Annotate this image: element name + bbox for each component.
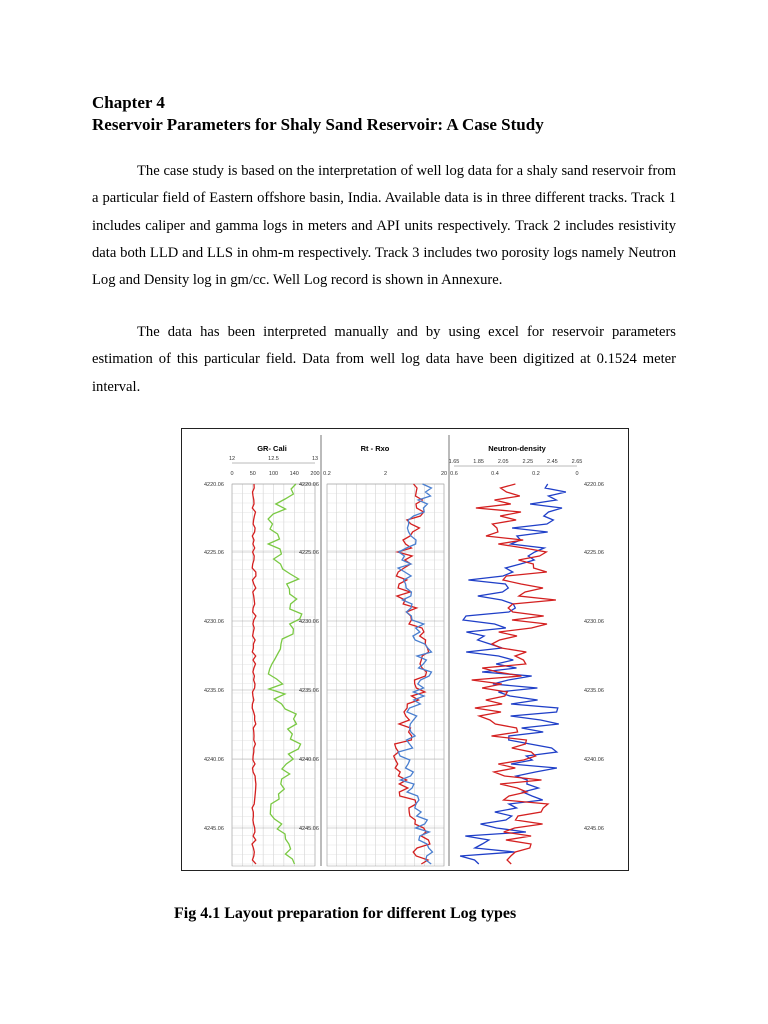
depth-label: 4235.06: [584, 688, 604, 694]
bottom-scale-label: 0: [230, 471, 234, 477]
paragraph-2: The data has been interpreted manually and by using excel for reservoir parameters estimation of this particular field. Data from well log data have been digitized at 0.1524 meter interval.: [92, 324, 676, 395]
bottom-scale-label: 20: [440, 471, 448, 477]
chapter-title: Reservoir Parameters for Shaly Sand Reservoir: A Case Study: [92, 115, 544, 134]
bottom-scale-label: 0: [575, 471, 579, 477]
paragraph-1: The case study is based on the interpretation of well log data for a shaly sand reservoir from a particular field of Eastern offshore basin, India. Available data is in three different tracks. Track 1 includes caliper and gamma logs in meters and API units respectively. Track 2 includes resistivity data both LLD and LLS in ohm-m respectively. Track 3 includes two porosity logs namely Neutron Log and Density log in gm/cc. Well Log record is shown in Annexure.: [92, 163, 676, 289]
bottom-scale-label: 2: [383, 471, 388, 477]
depth-label: 4225.06: [204, 550, 224, 556]
depth-label: 4240.06: [584, 757, 604, 763]
top-scale-label: 2.45: [547, 459, 558, 465]
top-scale-label: 2.05: [497, 459, 509, 465]
depth-label: 4245.06: [584, 826, 604, 832]
track-title: Rt - Rxo: [360, 444, 390, 453]
depth-label: 4225.06: [584, 550, 604, 556]
bottom-scale-label: 0.4: [491, 471, 499, 477]
top-scale-label: 1.65: [448, 459, 460, 465]
well-log-figure: [181, 428, 629, 871]
figure-caption: Fig 4.1 Layout preparation for different Log types: [174, 905, 517, 922]
depth-label: 4245.06: [204, 826, 224, 832]
top-scale-label: 2.25: [522, 459, 534, 465]
depth-label: 4240.06: [299, 757, 319, 763]
depth-label: 4220.06: [299, 482, 319, 488]
depth-label: 4230.06: [584, 619, 604, 625]
bottom-scale-label: 0.6: [450, 471, 458, 477]
bottom-scale-label: 100: [268, 471, 279, 477]
depth-label: 4230.06: [299, 619, 319, 625]
top-scale-label: 13: [311, 456, 319, 462]
top-scale-label: 1.85: [473, 459, 484, 465]
chapter-label: Chapter 4: [92, 93, 165, 112]
top-scale-label: 12: [228, 456, 236, 462]
top-scale-label: 2.65: [571, 459, 583, 465]
bottom-scale-label: 0.2: [323, 471, 331, 477]
bottom-scale-label: 140: [289, 471, 299, 477]
track-title: Neutron-density: [488, 444, 546, 453]
depth-label: 4235.06: [204, 688, 224, 694]
track-title: GR- Cali: [257, 444, 287, 453]
bottom-scale-label: 50: [249, 471, 256, 477]
top-scale-label: 12.5: [268, 456, 279, 462]
well-log-plot: [182, 429, 630, 872]
depth-label: 4240.06: [204, 757, 224, 763]
depth-label: 4245.06: [299, 826, 319, 832]
depth-label: 4225.06: [299, 550, 319, 556]
depth-label: 4220.06: [204, 482, 224, 488]
depth-label: 4220.06: [584, 482, 604, 488]
depth-label: 4230.06: [204, 619, 224, 625]
bottom-scale-label: 0.2: [532, 471, 540, 477]
depth-label: 4235.06: [299, 688, 319, 694]
bottom-scale-label: 200: [310, 471, 320, 477]
